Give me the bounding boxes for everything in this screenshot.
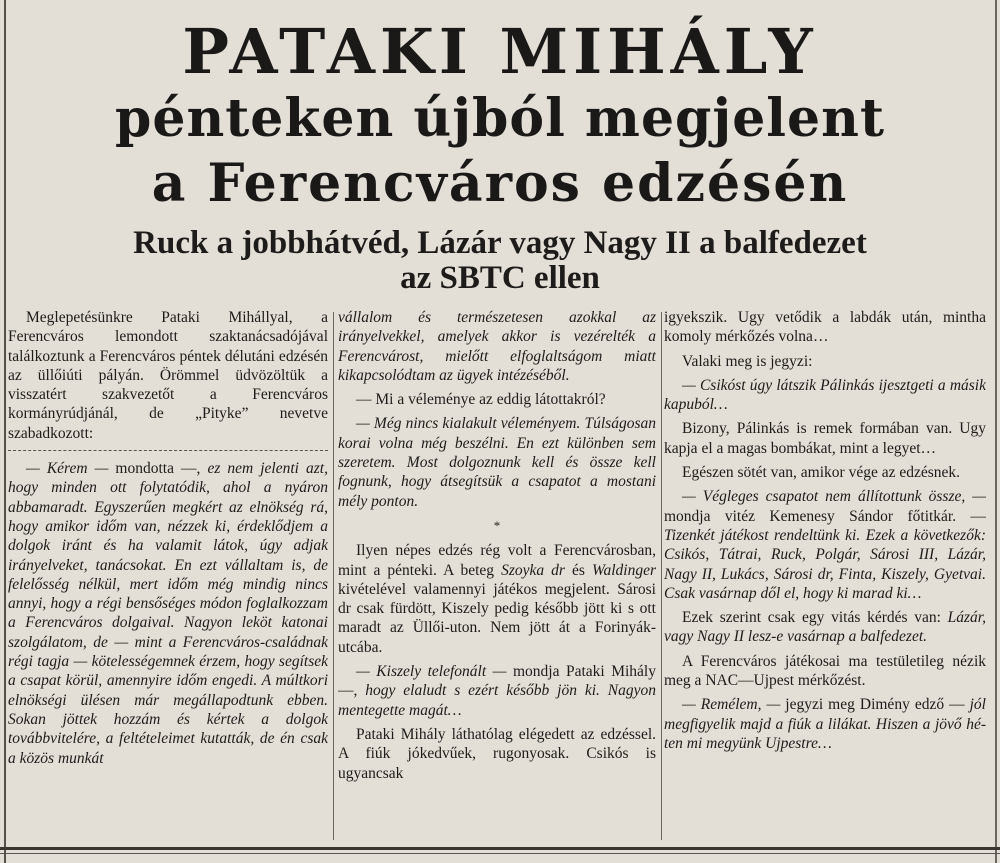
headline-line-1: PATAKI MIHÁLY	[182, 15, 818, 88]
paragraph-remark-quote: — Csikóst úgy látszik Pálinkás ijesztgeti a másik kapuból…	[664, 376, 986, 414]
paragraph-kiszely	[338, 662, 656, 720]
paragraph-quote	[8, 459, 328, 768]
dashed-separator	[8, 450, 328, 451]
text-run-italic: Waldinger	[591, 561, 656, 579]
paragraph-intro: Meglepetésünkre Pataki Mihállyal, a Ferencváros lemondott szaktanácsadójával találkoztunk a Ferencváros péntek délutáni edzésén az üllőiúti pályán. Örömmel üdvözöltük a visszatért szakvezetőt a Ferencváros kormányrúdjánál, de „Pityke” nevetve szabadkozott:	[8, 309, 328, 442]
text-run: mondja Pataki Mihály —,	[338, 663, 656, 700]
paragraph-closing	[664, 695, 986, 753]
paragraph-continuation: igyekszik. Ugy vetődik a labdák után, mintha komoly mérkőzés volna…	[664, 309, 986, 346]
paragraph-continuation: vállalom és természetesen azokkal az irányelvekkel, amelyek akkor is vezérelték a Ferencvárost, mielőtt elfoglaltságom miatt kikapcsolódtam az ügyek intézéséből.	[338, 309, 656, 384]
text-run: kivételével valamennyi játékos megjelent. Sárosi dr csak fürdött, Kiszely pedig később jött ki s ott maradt az Üllői-uton. Nem jött át a Forinyák-utcába.	[338, 580, 656, 656]
subheadline-line-1: Ruck a jobbhátvéd, Lázár vagy Nagy II a balfedezet	[133, 225, 867, 261]
article-column-2	[338, 308, 656, 843]
text-run-italic: — Kiszely telefonált —	[356, 663, 507, 681]
paragraph-lineup	[664, 487, 986, 603]
text-run-italic: — Végleges csapatot nem állítottunk össze, —	[682, 488, 986, 506]
text-run-italic: Tizenkét játékost rendeltünk ki. Ezek a következők: Csikós, Tátrai, Ruck, Polgár, Sárosi III, Lázár, Nagy II, Lukács, Sárosi dr, Finta, Kiszely, Gyetvai. Csak vasárnap dől el, hogy ki marad ki…	[664, 526, 986, 602]
article-column-3	[664, 308, 986, 843]
paragraph-answer: — Még nincs kialakult véleményem. Túlságosan korai volna még beszélni. En ezt különben sem szeretem. Most dolgoznunk kell és össze kell fognunk, hogy átsegítsük a csapatot a mostani mély ponton.	[338, 415, 656, 510]
text-run-italic: Szoyka dr	[501, 561, 565, 579]
text-run-italic: hogy elaludt s ezért később jön ki. Nagyon mentegette magát…	[338, 682, 656, 719]
headline-line-3: a Ferencváros edzésén	[151, 153, 849, 214]
paragraph-satisfied: Pataki Mihály láthatólag elégedett az edzéssel. A fiúk jókedvűek, rugonyosak. Csikós is ugyancsak	[338, 725, 656, 782]
text-run: jegyzi meg Dimény edző —	[780, 696, 970, 714]
text-run-italic: — Remélem, —	[682, 696, 781, 714]
paragraph-palinkas: Bizony, Pálinkás is remek formában van. Ugy kapja el a magas bombákat, mint a legyet…	[664, 420, 986, 457]
bottom-rule	[0, 847, 1000, 850]
section-star: *	[493, 517, 501, 533]
paragraph-remark: Valaki meg is jegyzi:	[682, 352, 813, 370]
quote-attribution: mondotta —,	[108, 460, 208, 478]
paragraph-dark: Egészen sötét van, amikor vége az edzésnek.	[682, 464, 961, 482]
article-column-1	[8, 308, 328, 843]
paragraph-question: — Mi a véleménye az eddig látottakról?	[356, 391, 606, 409]
paragraph-nac-ujpest: A Ferencváros játékosai ma testületileg nézik meg a NAC—Ujpest mérkőzést.	[664, 652, 986, 690]
quote-body: ez nem jelenti azt, hogy minden ott folytatódik, ahol a nyáron abbamaradt. Egyszerűen megkért az elnökség rá, hogy amikor időm van, nézzek ki, érdeklődjem a dolgok iránt és ha valamit látok, úgy adjak irányelveket, tanácsokat. En ezt vállaltam is, de felelősség nélkül, mert időm még mindig nincs annyi, hogy a régi bensőséges módon foglalkozzam a Ferencváros dolgaival. Nagyon leköt katonai szolgálatom, de — mint a Ferencváros-családnak régi tagja — kötelességemnek érzem, hogy segítsek a csapat körül, amennyire időm engedi. A múltkori elnökségi ülésen már megállapodtunk ebben. Sokan jöttek hozzám és kértek a dolgok továbbvitelére, a feltételeimet kutatták, de én csak a közös munkát	[8, 460, 328, 767]
text-run-italic: Lázár, vagy Nagy II lesz-e vasárnap a balfedezet.	[664, 609, 986, 646]
subheadline-line-2: az SBTC ellen	[400, 260, 600, 296]
column-divider-2	[661, 312, 662, 840]
text-run: mondja vitéz Kemenesy Sándor főtitkár. —	[664, 507, 986, 525]
text-run-italic: jól megfigyelik majd a fiúk a lilákat. Hiszen a jövő héten mi megyünk Ujpestre…	[664, 696, 986, 752]
quote-start: — Kérem —	[26, 460, 109, 478]
text-run: Ezek szerint csak egy vitás kérdés van:	[682, 609, 948, 627]
text-run: Ilyen népes edzés rég volt a Ferencvárosban, mint a pénteki. A beteg	[338, 542, 656, 579]
text-run: és	[564, 561, 592, 579]
headline-line-2: pénteken újból megjelent	[115, 88, 885, 149]
bottom-rule-thin	[0, 853, 1000, 854]
paragraph-training	[338, 541, 656, 657]
paragraph-question-left	[664, 608, 986, 647]
column-divider-1	[333, 312, 334, 840]
